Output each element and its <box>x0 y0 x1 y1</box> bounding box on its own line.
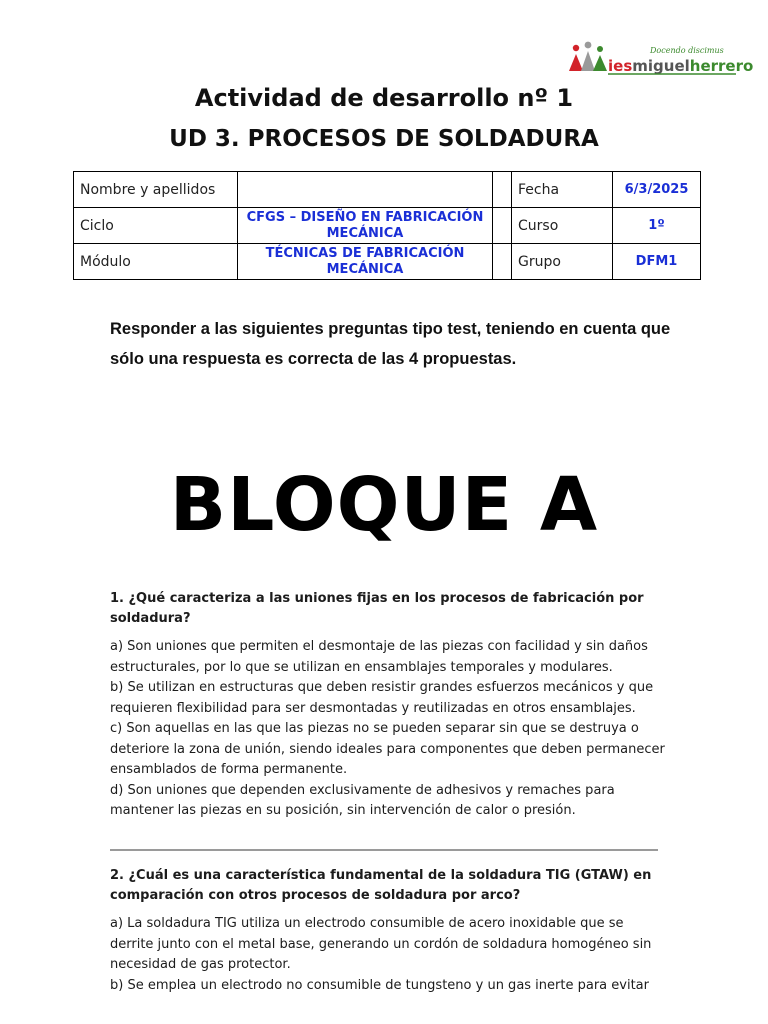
logo-name2: herrero <box>689 57 754 75</box>
table-spacer-cell <box>493 244 512 280</box>
student-info-table <box>73 171 701 280</box>
table-row <box>74 244 701 280</box>
name-value[interactable] <box>238 172 493 208</box>
group-value: DFM1 <box>613 244 701 280</box>
answer-option-b: b) Se utilizan en estructuras que deben resistir grandes esfuerzos mecánicos y que requieren flexibilidad para ser desmontadas y reutilizadas en otros ensamblajes. <box>110 680 654 716</box>
table-spacer-cell <box>493 172 512 208</box>
answer-option-b: b) Se emplea un electrodo no consumible de tungsteno y un gas inerte para evitar <box>110 977 649 993</box>
instructions: Responder a las siguientes preguntas tipo test, teniendo en cuenta que sólo una respuesta es correcta de las 4 propuestas. <box>110 320 671 368</box>
answer-option-a: a) La soldadura TIG utiliza un electrodo consumible de acero inoxidable que se derrite junto con el metal base, generando un cordón de soldadura homogéneo sin necesidad de gas protector. <box>110 916 652 972</box>
answer-option-a: a) Son uniones que permiten el desmontaje de las piezas con facilidad y sin daños estructurales, por lo que se utilizan en ensamblajes temporales y modulares. <box>110 639 648 675</box>
logo-tagline: Docendo discimus <box>650 46 724 55</box>
logo-prefix: ies <box>608 57 633 75</box>
table-spacer-cell <box>493 208 512 244</box>
logo-name1: miguel <box>632 57 690 75</box>
module-label: Módulo <box>74 244 238 280</box>
table-row <box>74 208 701 244</box>
module-value: TÉCNICAS DE FABRICACIÓN MECÁNICA <box>238 244 493 280</box>
school-logo <box>566 40 754 76</box>
answer-option-d: d) Son uniones que dependen exclusivamente de adhesivos y remaches para mantener las piezas en su posición, sin intervención de calor o presión. <box>110 782 615 818</box>
cycle-value: CFGS – DISEÑO EN FABRICACIÓN MECÁNICA <box>238 208 493 244</box>
people-icon <box>569 42 607 71</box>
question-2 <box>110 866 670 996</box>
course-value: 1º <box>613 208 701 244</box>
question-1 <box>110 589 670 822</box>
group-label: Grupo <box>512 244 613 280</box>
date-label: Fecha <box>512 172 613 208</box>
answer-option-c: c) Son aquellas en las que las piezas no se pueden separar sin que se destruya o deteriore la zona de unión, siendo ideales para componentes que deben permanecer ensamblados de forma permanente. <box>110 721 665 777</box>
course-label: Curso <box>512 208 613 244</box>
svg-text:iesmiguelherrero <box>608 57 753 75</box>
question-title: 2. ¿Cuál es una característica fundamental de la soldadura TIG (GTAW) en comparación con otros procesos de soldadura por arco? <box>110 868 652 903</box>
date-value: 6/3/2025 <box>613 172 701 208</box>
name-label: Nombre y apellidos <box>74 172 238 208</box>
document-subtitle: UD 3. PROCESOS DE SOLDADURA <box>169 126 599 152</box>
cycle-label: Ciclo <box>74 208 238 244</box>
block-heading: BLOQUE A <box>169 462 599 548</box>
question-divider <box>110 849 658 851</box>
document-title: Actividad de desarrollo nº 1 <box>194 84 574 112</box>
table-row <box>74 172 701 208</box>
question-title: 1. ¿Qué caracteriza a las uniones fijas en los procesos de fabricación por soldadura? <box>110 591 644 626</box>
